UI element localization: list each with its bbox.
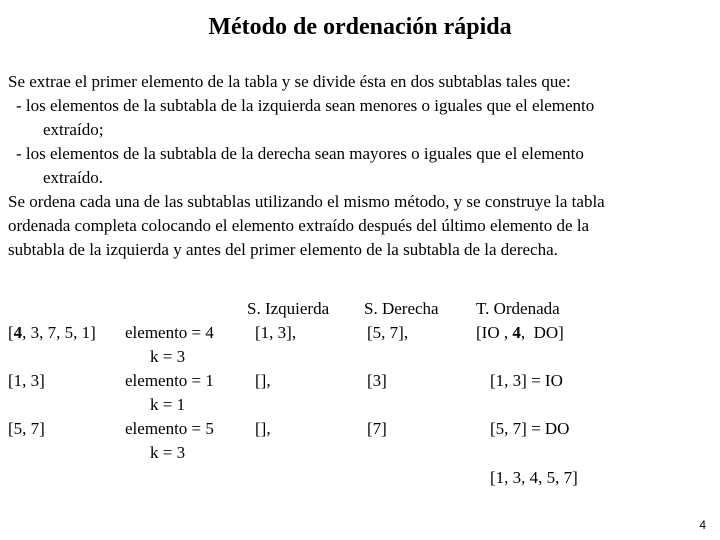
row-1-ordered-pivot: 4	[512, 323, 521, 342]
bullet-right-line1: - los elementos de la subtabla de la derecha sean mayores o iguales que el elemento	[16, 144, 584, 163]
row-1-pivot: 4	[13, 323, 23, 342]
outro-line-2: ordenada completa colocando el elemento extraído después del último elemento de la	[8, 216, 590, 235]
final-sorted-table: [1, 3, 4, 5, 7]	[490, 468, 578, 487]
row-2-right-subtable: [3]	[367, 371, 387, 390]
row-3-element: elemento = 5	[125, 419, 214, 438]
row-1-ordered-table: [IO , 4, DO]	[476, 323, 564, 342]
row-1-right-subtable: [5, 7],	[367, 323, 409, 342]
row-2-ordered-table: [1, 3] = IO	[490, 371, 563, 390]
row-3-left-subtable: [],	[255, 419, 271, 438]
row-3-k: k = 3	[150, 443, 186, 462]
page-title: Método de ordenación rápida	[208, 14, 512, 40]
header-subtabla-derecha: S. Derecha	[364, 299, 439, 318]
header-tabla-ordenada: T. Ordenada	[476, 299, 560, 318]
header-subtabla-izquierda: S. Izquierda	[247, 299, 330, 318]
row-3-right-subtable: [7]	[367, 419, 387, 438]
row-3-ordered-table: [5, 7] = DO	[490, 419, 570, 438]
bullet-left-line1: - los elementos de la subtabla de la izquierda sean menores o iguales que el elemento	[16, 96, 595, 115]
bullet-left-line2: extraído;	[43, 120, 104, 139]
row-3-input-table: [5, 7]	[8, 419, 45, 438]
row-1-input-table: [4, 3, 7, 5, 1]	[8, 323, 96, 342]
row-1-k: k = 3	[150, 347, 186, 366]
row-2-left-subtable: [],	[255, 371, 271, 390]
outro-line-3: subtabla de la izquierda y antes del primer elemento de la subtabla de la derecha.	[8, 240, 558, 259]
row-1-element: elemento = 4	[125, 323, 214, 342]
row-2-input-table: [1, 3]	[8, 371, 45, 390]
intro-text: Se extrae el primer elemento de la tabla y se divide ésta en dos subtablas tales que:	[8, 72, 571, 91]
bullet-right-line2: extraído.	[43, 168, 103, 187]
page-number: 4	[699, 518, 706, 532]
row-1-left-subtable: [1, 3],	[255, 323, 297, 342]
outro-line-1: Se ordena cada una de las subtablas utilizando el mismo método, y se construye la tabla	[8, 192, 605, 211]
row-2-element: elemento = 1	[125, 371, 214, 390]
row-2-k: k = 1	[150, 395, 186, 414]
